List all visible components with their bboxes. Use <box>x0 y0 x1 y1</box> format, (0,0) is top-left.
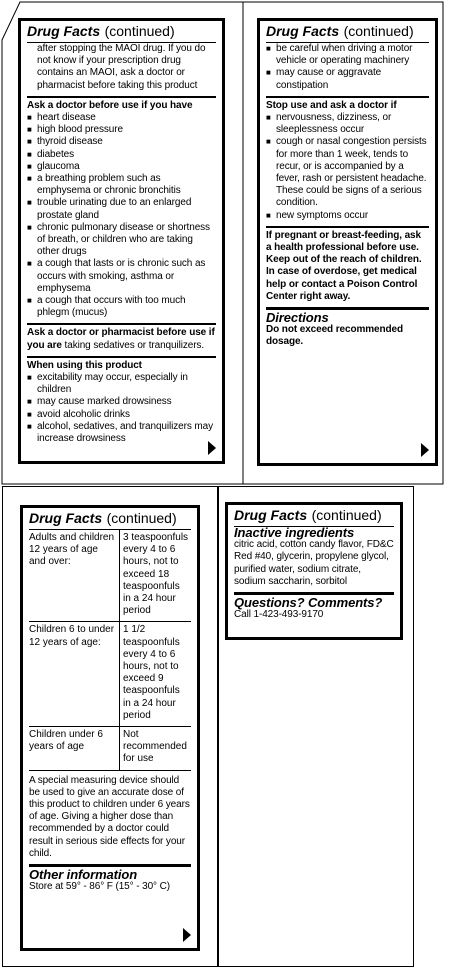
list-item: ■ diabetes <box>27 149 216 161</box>
panel-1-title-cont: (continued) <box>104 23 175 39</box>
panel-4-header <box>234 505 394 527</box>
list-item: ■ nervousness, dizziness, or sleeplessness occur <box>266 112 429 136</box>
list-item: ■ may cause marked drowsiness <box>27 396 216 408</box>
when-using-list-continued <box>266 43 429 92</box>
warnings-bold-section <box>266 226 429 303</box>
drug-facts-panel-4 <box>225 502 403 640</box>
panel-1-header <box>27 21 216 43</box>
table-row <box>29 530 191 622</box>
inactive-ingredients-text: citric acid, cotton candy flavor, FD&C Red #40, glycerin, propylene glycol, purified water, sodium citrate, sodium saccharin, sorbitol <box>234 539 394 587</box>
continue-arrow-icon <box>183 928 191 942</box>
table-row <box>29 727 191 771</box>
list-item: ■ alcohol, sedatives, and tranquilizers may increase drowsiness <box>27 421 216 445</box>
dosing-amount: Not recommended for use <box>120 727 192 771</box>
list-item: ■ cough or nasal congestion persists for more than 1 week, tends to recur, or is accompanied by a fever, rash or persistent headache. These could be signs of a serious condition. <box>266 136 429 209</box>
list-item: ■ avoid alcoholic drinks <box>27 409 216 421</box>
dosing-table <box>29 530 191 771</box>
dosing-group: Adults and children 12 years of age and over: <box>29 530 120 622</box>
panel-2-header <box>266 21 429 43</box>
dosing-amount: 3 teaspoonfuls every 4 to 6 hours, not to exceed 18 teaspoonfuls in a 24 hour period <box>120 530 192 622</box>
stop-use-heading: Stop use and ask a doctor if <box>266 99 397 111</box>
list-item: ■ new symptoms occur <box>266 210 429 222</box>
drug-facts-panel-1 <box>18 18 225 464</box>
ask-pharmacist-heading: Ask a doctor or pharmacist before use if you are <box>27 327 215 351</box>
list-item: ■ trouble urinating due to an enlarged prostate gland <box>27 197 216 221</box>
list-item: ■ glaucoma <box>27 161 216 173</box>
panel-1-title: Drug Facts <box>27 23 101 39</box>
continue-arrow-icon <box>421 443 429 457</box>
ask-pharmacist-text: taking sedatives or tranquilizers. <box>61 339 205 351</box>
list-item: ■ high blood pressure <box>27 124 216 136</box>
panel-3-title-cont: (continued) <box>106 510 177 526</box>
list-item: ■ be careful when driving a motor vehicle or operating machinery <box>266 43 429 67</box>
storage-text: Store at 59° - 86° F (15° - 30° C) <box>29 881 170 893</box>
dosing-amount: 1 1/2 teaspoonfuls every 4 to 6 hours, not to exceed 9 teaspoonfuls in a 24 hour period <box>120 622 192 727</box>
panel-3-header <box>29 508 191 530</box>
list-item: ■ a cough that lasts or is chronic such as occurs with smoking, asthma or emphysema <box>27 258 216 295</box>
ask-pharmacist-section <box>27 323 216 351</box>
list-item: ■ a cough that occurs with too much phlegm (mucus) <box>27 295 216 319</box>
drug-facts-panel-3 <box>20 505 200 951</box>
continue-arrow-icon <box>208 441 216 455</box>
panel-3-title: Drug Facts <box>29 510 103 526</box>
list-item: ■ a breathing problem such as emphysema or chronic bronchitis <box>27 173 216 197</box>
list-item: ■ chronic pulmonary disease or shortness of breath, or children who are taking other drugs <box>27 222 216 259</box>
drug-facts-panel-2 <box>257 18 438 466</box>
keep-out-of-reach: Keep out of the reach of children. <box>266 254 422 266</box>
measuring-device-text: A special measuring device should be used to give an accurate dose of this product to children under 6 years of age. Giving a higher dose than recommended by a doctor could result in serious side effects for your child. <box>29 774 190 859</box>
list-item: ■ thyroid disease <box>27 136 216 148</box>
ask-doctor-list <box>27 112 216 319</box>
dosing-group: Children 6 to under 12 years of age: <box>29 622 120 727</box>
panel-4-title: Drug Facts <box>234 507 308 523</box>
panel-2-title-cont: (continued) <box>343 23 414 39</box>
panel-2-title: Drug Facts <box>266 23 340 39</box>
phone-number: Call 1-423-493-9170 <box>234 609 324 621</box>
maoi-continued-text: after stopping the MAOI drug. If you do not know if your prescription drug contains an MAOI, ask a doctor or pharmacist before taking this product <box>37 43 206 91</box>
dosing-group: Children under 6 years of age <box>29 727 120 771</box>
directions-text: Do not exceed recommended dosage. <box>266 324 403 348</box>
list-item: ■ excitability may occur, especially in children <box>27 372 216 396</box>
list-item: ■ heart disease <box>27 112 216 124</box>
overdose-warning: In case of overdose, get medical help or contact a Poison Control Center right away. <box>266 266 418 302</box>
list-item: ■ may cause or aggravate constipation <box>266 67 429 91</box>
stop-use-list <box>266 112 429 222</box>
directions-heading: Directions <box>266 310 329 326</box>
table-row <box>29 622 191 727</box>
when-using-list <box>27 372 216 445</box>
questions-heading: Questions? Comments? <box>234 595 383 611</box>
pregnancy-warning: If pregnant or breast-feeding, ask a health professional before use. <box>266 229 421 254</box>
panel-4-title-cont: (continued) <box>311 507 382 523</box>
inactive-ingredients-heading: Inactive ingredients <box>234 525 355 540</box>
other-information-heading: Other information <box>29 867 138 883</box>
when-using-heading: When using this product <box>27 359 142 371</box>
ask-doctor-heading: Ask a doctor before use if you have <box>27 99 193 111</box>
